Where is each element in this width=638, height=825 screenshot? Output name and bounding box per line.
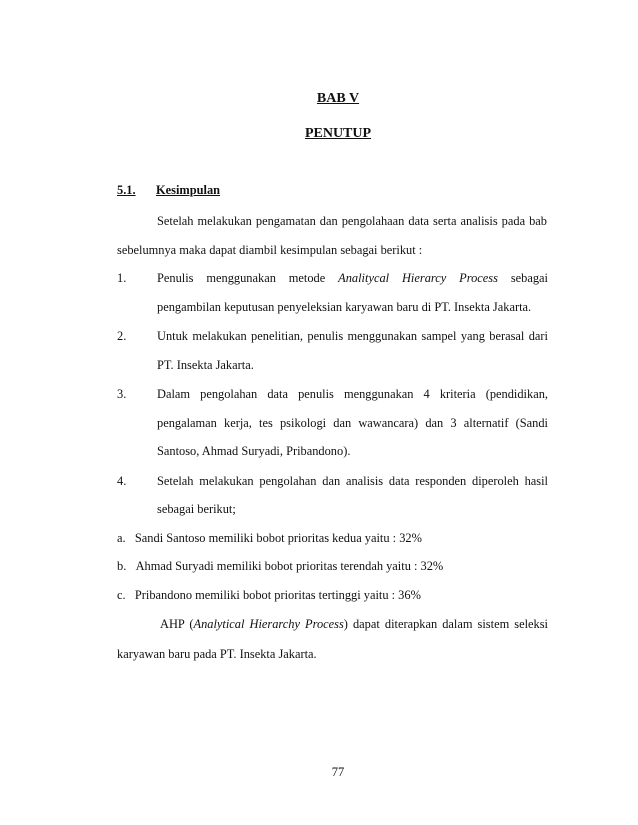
list-item-1-line-1: Penulis menggunakan metode Analitycal Hierarcy Process sebagai — [157, 271, 548, 285]
list-item-1-line-2: pengambilan keputusan penyeleksian karyawan baru di PT. Insekta Jakarta. — [157, 300, 532, 314]
conclusion-line-1: AHP (Analytical Hierarchy Process) dapat diterapkan dalam sistem seleksi — [160, 617, 548, 631]
chapter-title: PENUTUP — [304, 126, 372, 141]
intro-line-1: Setelah melakukan pengamatan dan pengolahaan data serta analisis pada bab — [157, 214, 547, 228]
list-item-4-line-1: Setelah melakukan pengolahan dan analisis data responden diperoleh hasil — [157, 474, 548, 488]
list-item-3-line-1: Dalam pengolahan data penulis menggunakan 4 kriteria (pendidikan, — [157, 387, 548, 401]
conclusion-line-2: karyawan baru pada PT. Insekta Jakarta. — [117, 647, 317, 661]
chapter-heading: BAB V — [316, 91, 360, 106]
list-item-2-line-1: Untuk melakukan penelitian, penulis menggunakan sampel yang berasal dari — [157, 329, 548, 343]
result-c: c. Pribandono memiliki bobot prioritas tertinggi yaitu : 36% — [117, 588, 421, 602]
list-item-4-line-2: sebagai berikut; — [157, 502, 236, 516]
list-item-2-line-2: PT. Insekta Jakarta. — [157, 358, 254, 372]
list-item-number: 3. — [117, 387, 127, 401]
result-b: b. Ahmad Suryadi memiliki bobot prioritas terendah yaitu : 32% — [117, 559, 444, 573]
list-item-number: 4. — [117, 474, 127, 488]
list-item-3-line-2: pengalaman kerja, tes psikologi dan wawancara) dan 3 alternatif (Sandi — [157, 416, 548, 430]
result-a: a. Sandi Santoso memiliki bobot prioritas kedua yaitu : 32% — [117, 531, 422, 545]
section-number: 5.1. — [117, 183, 136, 197]
list-item-number: 1. — [117, 271, 127, 285]
page-number: 77 — [331, 765, 345, 779]
list-item-3-line-3: Santoso, Ahmad Suryadi, Pribandono). — [157, 444, 351, 458]
list-item-number: 2. — [117, 329, 127, 343]
section-title: Kesimpulan — [156, 183, 221, 197]
intro-line-2: sebelumnya maka dapat diambil kesimpulan sebagai berikut : — [117, 243, 423, 257]
